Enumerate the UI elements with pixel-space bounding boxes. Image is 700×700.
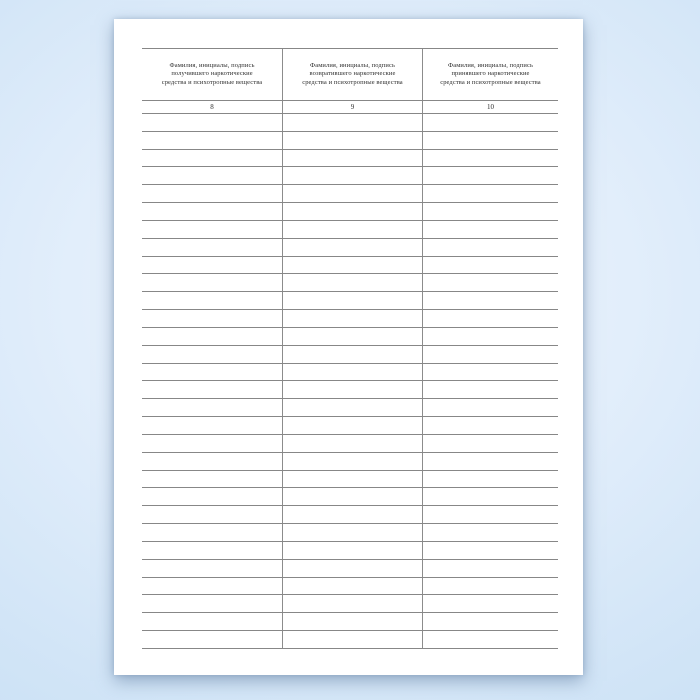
table-cell-empty — [282, 542, 422, 559]
table-cell-empty — [282, 506, 422, 523]
table-cell-empty — [282, 595, 422, 612]
table-row — [142, 257, 558, 275]
table-cell-empty — [422, 524, 558, 541]
paper-sheet — [114, 19, 583, 675]
table-cell-empty — [142, 203, 282, 220]
table-cell-empty — [282, 132, 422, 149]
table-row — [142, 381, 558, 399]
table-cell-empty — [282, 471, 422, 488]
table-row — [142, 560, 558, 578]
table-cell-empty — [422, 631, 558, 648]
table-cell-empty — [282, 560, 422, 577]
table-cell-empty — [282, 310, 422, 327]
table-cell-empty — [282, 435, 422, 452]
journal-table — [142, 48, 558, 649]
table-cell-empty — [422, 114, 558, 131]
table-cell-empty — [422, 417, 558, 434]
table-cell-empty — [142, 399, 282, 416]
table-cell-empty — [422, 203, 558, 220]
table-cell-empty — [282, 399, 422, 416]
table-header-row — [142, 49, 558, 101]
table-cell-empty — [142, 613, 282, 630]
table-cell-empty — [142, 310, 282, 327]
table-cell-empty — [282, 274, 422, 291]
table-row — [142, 488, 558, 506]
table-cell-empty — [282, 221, 422, 238]
table-cell-empty — [142, 542, 282, 559]
table-row — [142, 542, 558, 560]
table-cell-empty — [422, 613, 558, 630]
table-cell-empty — [422, 399, 558, 416]
table-cell-empty — [142, 578, 282, 595]
table-row — [142, 506, 558, 524]
column-number-10: 10 — [422, 101, 558, 113]
table-cell-empty — [422, 150, 558, 167]
header-line: получившего наркотические — [171, 70, 253, 78]
table-cell-empty — [142, 417, 282, 434]
header-line: Фамилия, инициалы, подпись — [447, 61, 534, 69]
table-cell-empty — [422, 257, 558, 274]
table-cell-empty — [142, 453, 282, 470]
column-header-received — [142, 49, 282, 100]
table-cell-empty — [142, 114, 282, 131]
table-cell-empty — [142, 185, 282, 202]
table-cell-empty — [282, 613, 422, 630]
table-cell-empty — [142, 150, 282, 167]
table-cell-empty — [142, 595, 282, 612]
table-cell-empty — [282, 150, 422, 167]
header-line: Фамилия, инициалы, подпись — [309, 61, 396, 69]
table-row — [142, 167, 558, 185]
table-cell-empty — [142, 506, 282, 523]
header-line: принявшего наркотические — [451, 70, 530, 78]
table-cell-empty — [282, 346, 422, 363]
table-row — [142, 364, 558, 382]
table-row — [142, 221, 558, 239]
table-cell-empty — [282, 292, 422, 309]
table-row — [142, 631, 558, 649]
table-row — [142, 132, 558, 150]
table-cell-empty — [142, 631, 282, 648]
table-cell-empty — [422, 560, 558, 577]
table-cell-empty — [422, 453, 558, 470]
table-cell-empty — [422, 185, 558, 202]
table-cell-empty — [142, 471, 282, 488]
table-cell-empty — [422, 488, 558, 505]
table-cell-empty — [422, 132, 558, 149]
table-row — [142, 185, 558, 203]
table-row — [142, 399, 558, 417]
table-cell-empty — [282, 417, 422, 434]
table-row — [142, 435, 558, 453]
table-row — [142, 328, 558, 346]
table-cell-empty — [142, 435, 282, 452]
table-cell-empty — [282, 488, 422, 505]
table-cell-empty — [142, 239, 282, 256]
table-row — [142, 524, 558, 542]
table-cell-empty — [142, 560, 282, 577]
table-cell-empty — [282, 381, 422, 398]
header-line: средства и психотропные вещества — [440, 78, 541, 86]
table-cell-empty — [142, 292, 282, 309]
table-cell-empty — [422, 310, 558, 327]
table-cell-empty — [282, 167, 422, 184]
table-cell-empty — [142, 328, 282, 345]
table-cell-empty — [282, 524, 422, 541]
table-cell-empty — [142, 274, 282, 291]
table-row — [142, 453, 558, 471]
table-cell-empty — [282, 257, 422, 274]
table-cell-empty — [422, 595, 558, 612]
column-number-8: 8 — [210, 102, 214, 111]
table-cell-empty — [142, 381, 282, 398]
table-cell-empty — [142, 221, 282, 238]
table-cell-empty — [422, 364, 558, 381]
table-cell-empty — [422, 346, 558, 363]
column-number-row — [142, 101, 558, 114]
table-cell-empty — [422, 506, 558, 523]
table-cell-empty — [422, 381, 558, 398]
table-row — [142, 578, 558, 596]
table-row — [142, 310, 558, 328]
table-row — [142, 274, 558, 292]
table-body — [142, 114, 558, 649]
table-cell-empty — [422, 292, 558, 309]
table-row — [142, 292, 558, 310]
table-cell-empty — [422, 435, 558, 452]
table-row — [142, 114, 558, 132]
table-row — [142, 150, 558, 168]
table-row — [142, 346, 558, 364]
column-header-accepted — [422, 49, 558, 100]
table-cell-empty — [422, 542, 558, 559]
table-cell-empty — [282, 453, 422, 470]
table-row — [142, 595, 558, 613]
table-cell-empty — [422, 167, 558, 184]
table-row — [142, 613, 558, 631]
header-line: средства и психотропные вещества — [302, 78, 403, 86]
table-cell-empty — [282, 203, 422, 220]
table-row — [142, 417, 558, 435]
table-cell-empty — [422, 578, 558, 595]
table-cell-empty — [282, 114, 422, 131]
table-cell-empty — [282, 578, 422, 595]
table-cell-empty — [422, 471, 558, 488]
column-number-9: 9 — [282, 101, 422, 113]
header-line: возвратившего наркотические — [309, 70, 396, 78]
table-cell-empty — [142, 488, 282, 505]
table-row — [142, 239, 558, 257]
table-cell-empty — [142, 167, 282, 184]
table-cell-empty — [282, 364, 422, 381]
table-row — [142, 203, 558, 221]
table-cell-empty — [422, 274, 558, 291]
table-cell-empty — [142, 132, 282, 149]
header-line: Фамилия, инициалы, подпись — [169, 61, 255, 69]
table-cell-empty — [142, 257, 282, 274]
table-cell-empty — [422, 221, 558, 238]
table-cell-empty — [422, 328, 558, 345]
table-cell-empty — [282, 328, 422, 345]
table-cell-empty — [422, 239, 558, 256]
table-row — [142, 471, 558, 489]
table-cell-empty — [142, 364, 282, 381]
table-cell-empty — [142, 524, 282, 541]
table-cell-empty — [142, 346, 282, 363]
table-cell-empty — [282, 185, 422, 202]
header-line: средства и психотропные вещества — [161, 78, 263, 86]
column-header-returned — [282, 49, 422, 100]
table-cell-empty — [282, 631, 422, 648]
table-cell-empty — [282, 239, 422, 256]
